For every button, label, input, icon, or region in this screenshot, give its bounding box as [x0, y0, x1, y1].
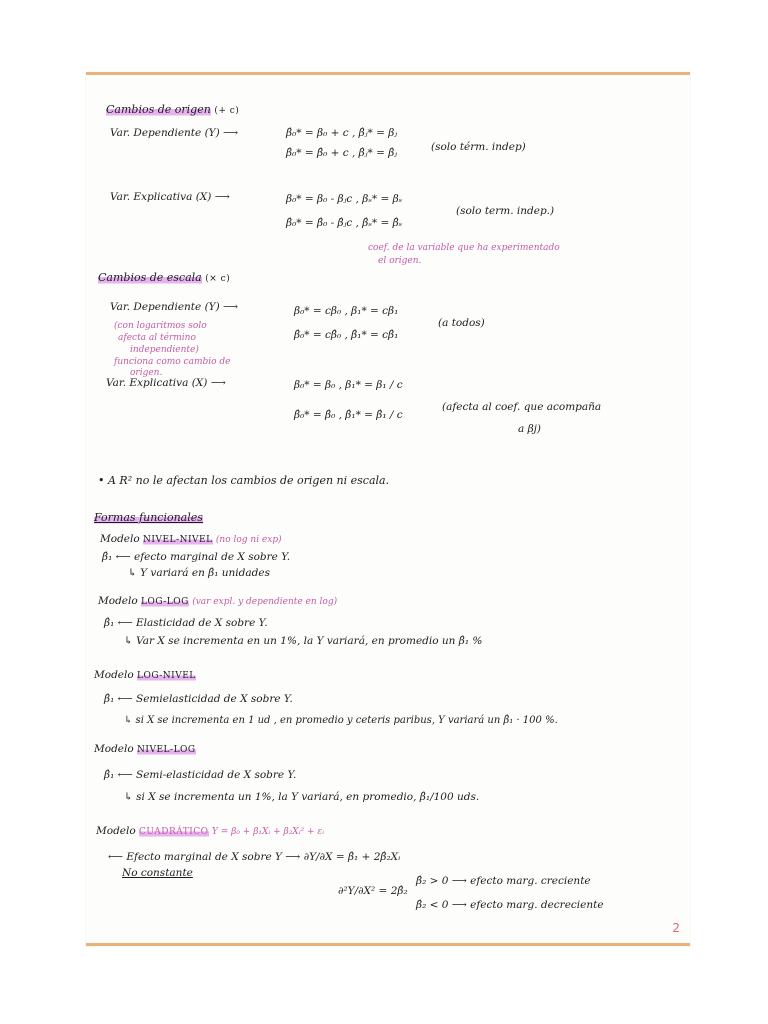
r2-note: • A R² no le afectan los cambios de origen ni escala.: [98, 474, 390, 487]
log-nivel-line1: β̂₁ ⟵ Semielasticidad de X sobre Y.: [104, 693, 293, 705]
escala-exp-note1: (afecta al coef. que acompaña: [442, 401, 602, 413]
origen-exp-label: Var. Explicativa (X) ⟶: [110, 191, 230, 203]
escala-exp-note2: a βj): [518, 423, 542, 435]
cuadratico-tag: CUADRÁTICO: [139, 827, 209, 837]
log-log-line2: ↳ Var X se incrementa en un 1%, la Y variará, en promedio un β̂₁ %: [124, 635, 483, 647]
nivel-nivel-line1: β̂₁ ⟵ efecto marginal de X sobre Y.: [102, 551, 291, 563]
nivel-log-line2: ↳ si X se incrementa un 1%, la Y variará, en promedio, β̂₁/100 uds.: [124, 791, 480, 803]
origen-exp-note: (solo term. indep.): [456, 205, 555, 217]
notebook-page: [86, 72, 690, 946]
escala-dep-line2: β̂₀* = cβ̂₀ , β̂₁* = cβ̂₁: [294, 329, 399, 341]
section-title-origen: [106, 103, 239, 116]
cuadratico-equation: Y = β₀ + β₁Xᵢ + β₂Xᵢ² + εᵢ: [211, 827, 325, 837]
escala-exp-line1: β₀* = β₀ , β₁* = β₁ / c: [294, 379, 403, 391]
cuadratico-line1: ⟵ Efecto marginal de X sobre Y ⟶ ∂Y/∂X = β̂₁ + 2β̂₂Xᵢ: [108, 851, 401, 863]
log-log-note: (var expl. y dependiente en log): [192, 597, 338, 607]
log-log-label: Modelo: [98, 595, 138, 607]
nivel-log-header: [94, 743, 196, 755]
origen-dep-line2: β̂₀* = β̂₀ + c , β̂ⱼ* = β̂ⱼ: [286, 147, 398, 159]
cuadratico-second-deriv: ∂²Y/∂X² = 2β̂₂: [338, 885, 408, 897]
escala-pink-note-1: afecta al término: [118, 333, 196, 343]
escala-dep-label: Var. Dependiente (Y) ⟶: [110, 301, 239, 313]
escala-pink-note-0: (con logaritmos solo: [114, 321, 207, 331]
log-log-tag: LOG-LOG: [141, 597, 189, 607]
escala-exp-line2: β̂₀* = β̂₀ , β̂₁* = β̂₁ / c: [294, 409, 403, 421]
escala-title: Cambios de escala: [98, 271, 202, 284]
cuadratico-case-pos: β̂₂ > 0 ⟶ efecto marg. creciente: [416, 875, 591, 887]
cuadratico-header: [96, 825, 324, 837]
origen-dep-label: Var. Dependiente (Y) ⟶: [110, 127, 239, 139]
escala-pink-note-4: origen.: [130, 368, 163, 378]
nivel-nivel-note: (no log ni exp): [215, 535, 282, 545]
nivel-log-line1: β̂₁ ⟵ Semi-elasticidad de X sobre Y.: [104, 769, 297, 781]
origen-pink-note2: el origen.: [378, 256, 422, 266]
origen-title-suffix: (+ c): [214, 106, 240, 116]
nivel-nivel-header: [100, 533, 282, 545]
log-log-header: [98, 595, 337, 607]
section-title-formas: [94, 511, 203, 524]
nivel-nivel-line2: ↳ Y variará en β̂₁ unidades: [128, 567, 270, 579]
page-number: 2: [672, 921, 680, 935]
origen-title: Cambios de origen: [106, 103, 211, 116]
origen-dep-note: (solo térm. indep): [431, 141, 526, 153]
formas-title: Formas funcionales: [94, 511, 203, 524]
origen-pink-note1: coef. de la variable que ha experimentado: [368, 243, 560, 253]
escala-dep-line1: β₀* = cβ₀ , β₁* = cβ₁: [294, 305, 399, 317]
section-title-escala: [98, 271, 230, 284]
nivel-log-label: Modelo: [94, 743, 134, 755]
log-nivel-tag: LOG-NIVEL: [137, 671, 196, 681]
log-nivel-line2: ↳ si X se incrementa en 1 ud , en promedio y ceteris paribus, Y variará un β̂₁ · 100 %.: [124, 715, 558, 726]
origen-exp-line1: β₀* = β₀ - βⱼc , βₛ* = βₛ: [286, 193, 403, 205]
cuadratico-label: Modelo: [96, 825, 136, 837]
escala-dep-note: (a todos): [438, 317, 485, 329]
cuadratico-no-constante: No constante: [122, 867, 193, 879]
log-nivel-label: Modelo: [94, 669, 134, 681]
escala-exp-label: Var. Explicativa (X) ⟶: [106, 377, 226, 389]
origen-dep-line1: β̂₀* = β₀ + c , β̂ⱼ* = βⱼ: [286, 127, 398, 139]
nivel-nivel-label: Modelo: [100, 533, 140, 545]
nivel-nivel-tag: NIVEL-NIVEL: [143, 535, 213, 545]
cuadratico-case-neg: β̂₂ < 0 ⟶ efecto marg. decreciente: [416, 899, 604, 911]
log-nivel-header: [94, 669, 196, 681]
escala-pink-note-2: independiente): [130, 345, 199, 355]
log-log-line1: β̂₁ ⟵ Elasticidad de X sobre Y.: [104, 617, 268, 629]
escala-pink-note-3: funciona como cambio de: [114, 357, 231, 367]
origen-exp-line2: β̂₀* = β̂₀ - β̂ⱼc , β̂ₛ* = β̂ₛ: [286, 217, 403, 229]
nivel-log-tag: NIVEL-LOG: [137, 745, 196, 755]
escala-title-suffix: (× c): [205, 274, 231, 284]
